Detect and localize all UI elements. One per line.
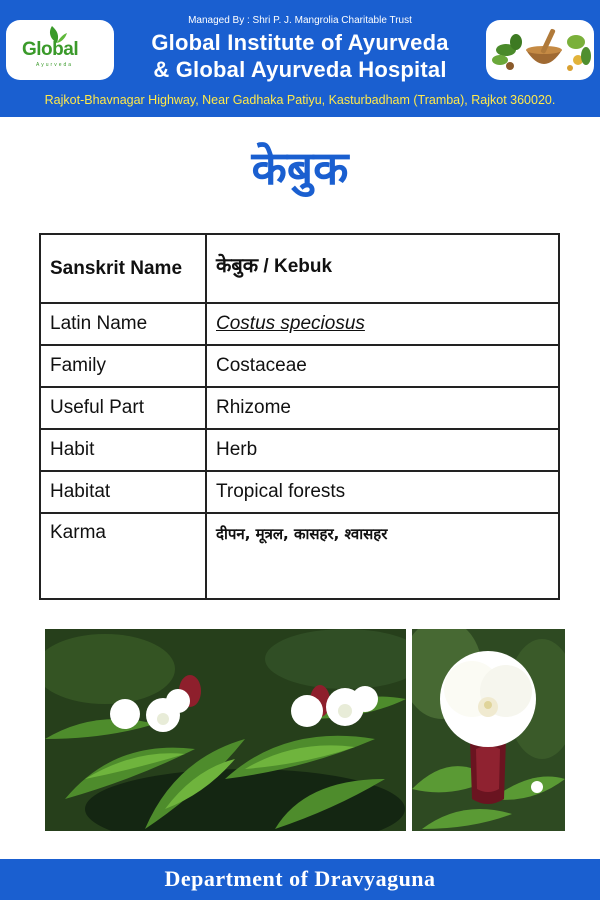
table-row xyxy=(40,471,559,513)
table-row xyxy=(40,303,559,345)
table-row xyxy=(40,234,559,303)
table-row xyxy=(40,345,559,387)
managed-by-text: Managed By : Shri P. J. Mangrolia Charitable Trust xyxy=(188,15,412,26)
useful-part-label: Useful Part xyxy=(40,387,206,429)
table-row xyxy=(40,429,559,471)
family-value: Costaceae xyxy=(206,345,559,387)
sanskrit-name-label: Sanskrit Name xyxy=(40,234,206,303)
plant-title: केबुक xyxy=(251,141,349,195)
karma-value: दीपन, मूत्रल, कासहर, श्वासहर xyxy=(206,513,559,599)
institute-title: Global Institute of Ayurveda xyxy=(151,30,449,55)
footer-banner xyxy=(0,859,600,900)
department-name: Department of Dravyaguna xyxy=(164,866,436,891)
latin-name-value xyxy=(206,303,559,345)
latin-name-label: Latin Name xyxy=(40,303,206,345)
sanskrit-name-value xyxy=(206,234,559,303)
plant-photo-wide xyxy=(45,629,406,831)
sanskrit-name-roman: / Kebuk xyxy=(258,256,333,277)
habit-label: Habit xyxy=(40,429,206,471)
address-text: Rajkot-Bhavnagar Highway, Near Gadhaka Patiyu, Kasturbadham (Tramba), Rajkot 360020. xyxy=(44,93,556,107)
logo-text: Global xyxy=(22,39,79,60)
sanskrit-name-devanagari: केबुक xyxy=(216,253,259,277)
mortar-herbs-image xyxy=(486,20,594,80)
flower-closeup-photo xyxy=(412,629,565,831)
table-row xyxy=(40,513,559,599)
habit-value: Herb xyxy=(206,429,559,471)
plant-info-table xyxy=(39,233,560,600)
hospital-title: & Global Ayurveda Hospital xyxy=(153,57,447,82)
karma-label: Karma xyxy=(40,513,206,599)
habitat-label: Habitat xyxy=(40,471,206,513)
useful-part-value: Rhizome xyxy=(206,387,559,429)
family-label: Family xyxy=(40,345,206,387)
logo-subtext: Ayurveda xyxy=(36,62,74,68)
table-row xyxy=(40,387,559,429)
habitat-value: Tropical forests xyxy=(206,471,559,513)
latin-name-text: Costus speciosus xyxy=(216,313,365,334)
header-banner xyxy=(0,0,600,117)
